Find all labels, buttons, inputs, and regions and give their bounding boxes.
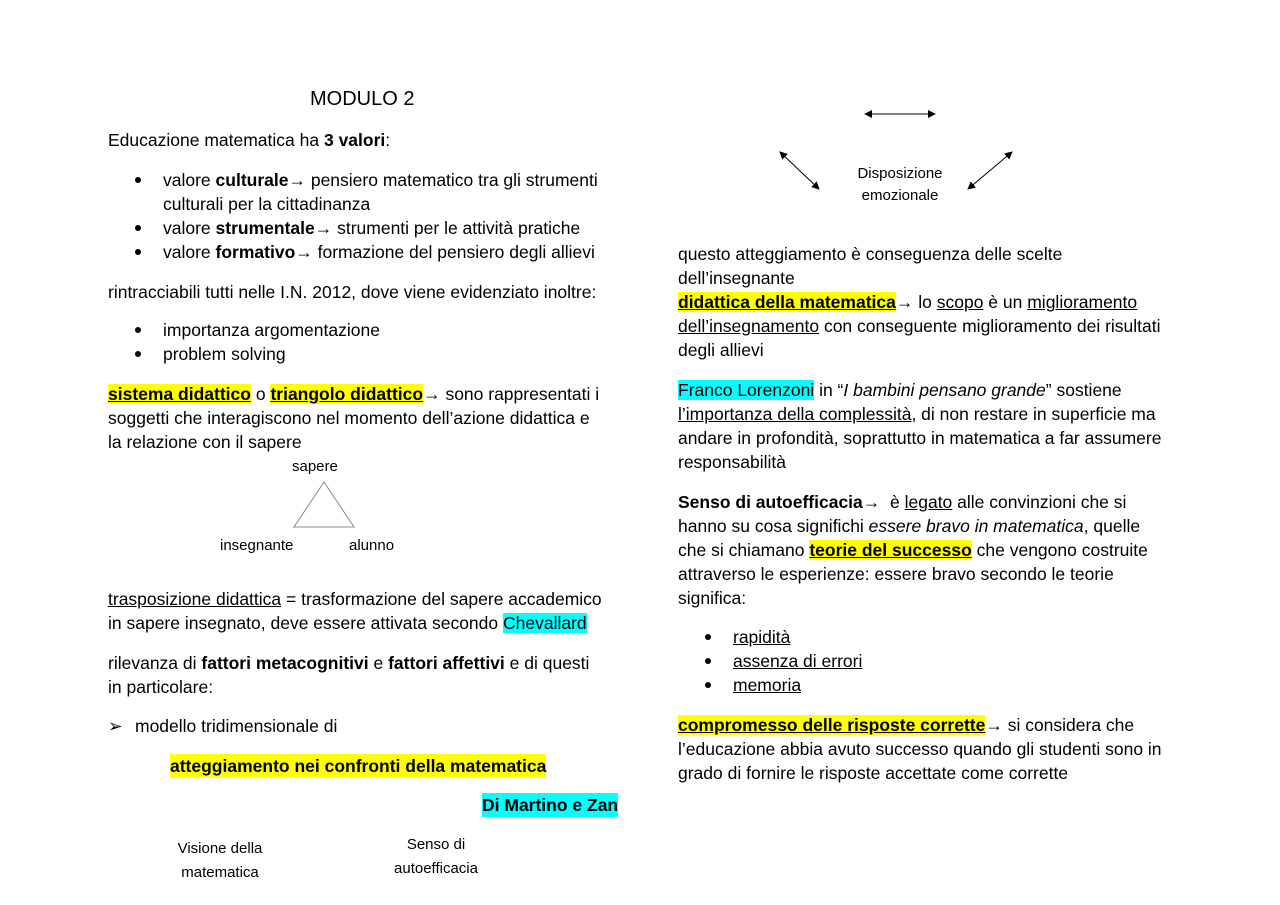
bullet-dot bbox=[705, 682, 711, 688]
vision-label bbox=[160, 837, 280, 885]
system-line-3: la relazione con il sapere bbox=[108, 432, 302, 452]
bullet-dot bbox=[705, 634, 711, 640]
selfefficacy-term: Senso di autoefficacia bbox=[678, 492, 863, 512]
value-line bbox=[163, 240, 595, 264]
consequence-line-2: dell’insegnante bbox=[678, 268, 795, 288]
arrow-icon: → bbox=[288, 170, 306, 190]
selfefficacy-line-3 bbox=[678, 538, 1148, 562]
arrow-icon: → bbox=[295, 242, 313, 262]
didactics-line-2 bbox=[678, 314, 1161, 338]
value-line-cont: culturali per la cittadinanza bbox=[163, 194, 371, 214]
value-line bbox=[163, 216, 580, 240]
value-line bbox=[163, 168, 598, 192]
compromise-line-1 bbox=[678, 713, 1134, 737]
book-title: I bambini pensano grande bbox=[843, 380, 1046, 400]
selfefficacy-line-2 bbox=[678, 514, 1140, 538]
criteria-text: rapidità bbox=[733, 627, 791, 647]
factors-post: e di questi bbox=[504, 653, 590, 673]
didactics-line-3: degli allievi bbox=[678, 340, 764, 360]
success-theories: teorie del successo bbox=[809, 540, 972, 560]
vision-line-1: Visione della bbox=[177, 840, 263, 857]
system-line-1 bbox=[108, 382, 599, 406]
bullet-dot bbox=[135, 225, 141, 231]
value-pre: valore bbox=[163, 242, 216, 262]
system-or: o bbox=[250, 384, 271, 404]
didactic-triangle bbox=[290, 478, 360, 532]
consequence-line-1: questo atteggiamento è conseguenza delle scelte bbox=[678, 244, 1063, 264]
traceable-line: rintracciabili tutti nelle I.N. 2012, dove viene evidenziato inoltre: bbox=[108, 282, 597, 302]
left-diagonal-arrow bbox=[780, 152, 819, 189]
disposition-line-2: emozionale bbox=[861, 187, 939, 204]
factors-mid: e bbox=[368, 653, 389, 673]
arrowhead-bullet-icon: ➢ bbox=[108, 716, 123, 736]
bullet-dot bbox=[135, 327, 141, 333]
lorenzoni-in: in “ bbox=[814, 380, 844, 400]
transposition-line-1 bbox=[108, 587, 602, 611]
triangle-shape bbox=[294, 482, 354, 527]
selfefficacy-linked: legato bbox=[904, 492, 953, 512]
arrow-icon: → bbox=[862, 492, 881, 512]
didactics-lo: lo bbox=[913, 292, 937, 312]
system-post: sono rappresentati i bbox=[440, 384, 600, 404]
efficacy-line-2: autoefficacia bbox=[394, 860, 478, 877]
value-bold: culturale bbox=[215, 170, 289, 190]
author-chevallard: Chevallard bbox=[502, 613, 587, 633]
factors-line-2: in particolare: bbox=[108, 677, 214, 697]
selfefficacy-l2post: , quelle bbox=[1083, 516, 1141, 536]
lorenzoni-post: ” sostiene bbox=[1045, 380, 1122, 400]
lorenzoni-line-4: responsabilità bbox=[678, 452, 786, 472]
selfefficacy-l3pre: che si chiamano bbox=[678, 540, 810, 560]
selfefficacy-l2i: essere bravo in matematica bbox=[868, 516, 1084, 536]
bullet-dot bbox=[135, 249, 141, 255]
didactics-term: didattica della matematica bbox=[678, 292, 896, 312]
bullet-dot bbox=[135, 351, 141, 357]
system-line-2: soggetti che interagiscono nel momento dell’azione didattica e bbox=[108, 408, 590, 428]
efficacy-label bbox=[376, 833, 496, 881]
factors-bold-2: fattori affettivi bbox=[388, 653, 505, 673]
transposition-post: = trasformazione del sapere accademico bbox=[281, 589, 602, 609]
disposition-line-1: Disposizione bbox=[857, 165, 943, 182]
factors-line-1 bbox=[108, 651, 589, 675]
compromise-term: compromesso delle risposte corrette bbox=[678, 715, 986, 735]
didactics-post: con conseguente miglioramento dei risultati bbox=[819, 316, 1161, 336]
value-text: formazione del pensiero degli allievi bbox=[312, 242, 595, 262]
value-bold: strumentale bbox=[215, 218, 315, 238]
compromise-line-3: grado di fornire le risposte accettate come corrette bbox=[678, 763, 1069, 783]
right-diagonal-arrow bbox=[968, 152, 1012, 189]
didactics-teaching: dell’insegnamento bbox=[678, 316, 820, 336]
didactics-improve: miglioramento bbox=[1027, 292, 1138, 312]
arrow-icon: → bbox=[985, 715, 1003, 735]
model-line bbox=[108, 714, 337, 738]
value-text: strumenti per le attività pratiche bbox=[332, 218, 581, 238]
bullet-dot bbox=[135, 177, 141, 183]
arrow-icon: → bbox=[895, 292, 914, 312]
selfefficacy-l3post: che vengono costruite bbox=[971, 540, 1148, 560]
selfefficacy-l2pre: hanno su cosa significhi bbox=[678, 516, 869, 536]
system-term-2: triangolo didattico bbox=[270, 384, 424, 404]
didactics-un: è un bbox=[983, 292, 1028, 312]
triangle-top-label: sapere bbox=[292, 458, 338, 475]
lorenzoni-line-1 bbox=[678, 378, 1122, 402]
compromise-l1post: si considera che bbox=[1002, 715, 1135, 735]
lorenzoni-l2post: , di non restare in superficie ma bbox=[911, 404, 1156, 424]
arrow-icon: → bbox=[423, 384, 441, 404]
selfefficacy-mid: è bbox=[880, 492, 905, 512]
factors-bold-1: fattori metacognitivi bbox=[201, 653, 369, 673]
disposition-label bbox=[840, 163, 960, 207]
value-bold: formativo bbox=[215, 242, 296, 262]
model-text: modello tridimensionale di bbox=[135, 716, 338, 736]
efficacy-line-1: Senso di bbox=[406, 836, 466, 853]
emphasis-text: importanza argomentazione bbox=[163, 320, 380, 340]
selfefficacy-l1post: alle convinzioni che si bbox=[952, 492, 1127, 512]
intro-pre: Educazione matematica ha bbox=[108, 130, 324, 150]
selfefficacy-line-4: attraverso le esperienze: essere bravo secondo le teorie bbox=[678, 564, 1114, 584]
transposition-line-2 bbox=[108, 611, 587, 635]
attitude-heading: atteggiamento nei confronti della matematica bbox=[170, 756, 547, 776]
intro-line bbox=[108, 128, 390, 152]
authors-heading: Di Martino e Zan bbox=[482, 795, 619, 815]
triangle-left-label: insegnante bbox=[220, 537, 294, 554]
arrow-icon: → bbox=[314, 218, 333, 238]
lorenzoni-importance: l’importanza della complessità bbox=[678, 404, 912, 424]
selfefficacy-line-5: significa: bbox=[678, 588, 747, 608]
author-lorenzoni: Franco Lorenzoni bbox=[678, 380, 815, 400]
didactics-scope: scopo bbox=[936, 292, 984, 312]
value-pre: valore bbox=[163, 218, 216, 238]
vision-line-2: matematica bbox=[181, 864, 259, 881]
selfefficacy-line-1 bbox=[678, 490, 1126, 514]
intro-post: : bbox=[385, 130, 391, 150]
system-term-1: sistema didattico bbox=[108, 384, 251, 404]
page-title: MODULO 2 bbox=[310, 88, 415, 110]
transposition-term: trasposizione didattica bbox=[108, 589, 282, 609]
compromise-line-2: l’educazione abbia avuto successo quando gli studenti sono in bbox=[678, 739, 1162, 759]
factors-pre: rilevanza di bbox=[108, 653, 202, 673]
value-text: pensiero matematico tra gli strumenti bbox=[305, 170, 598, 190]
bullet-dot bbox=[705, 658, 711, 664]
transposition-pre: in sapere insegnato, deve essere attivata secondo bbox=[108, 613, 503, 633]
triangle-right-label: alunno bbox=[349, 537, 395, 554]
value-pre: valore bbox=[163, 170, 216, 190]
lorenzoni-line-3: andare in profondità, soprattutto in matematica a far assumere bbox=[678, 428, 1162, 448]
lorenzoni-line-2 bbox=[678, 402, 1156, 426]
didactics-line-1 bbox=[678, 290, 1137, 314]
intro-bold: 3 valori bbox=[323, 130, 386, 150]
emphasis-text: problem solving bbox=[163, 344, 286, 364]
criteria-text: assenza di errori bbox=[733, 651, 863, 671]
criteria-text: memoria bbox=[733, 675, 802, 695]
